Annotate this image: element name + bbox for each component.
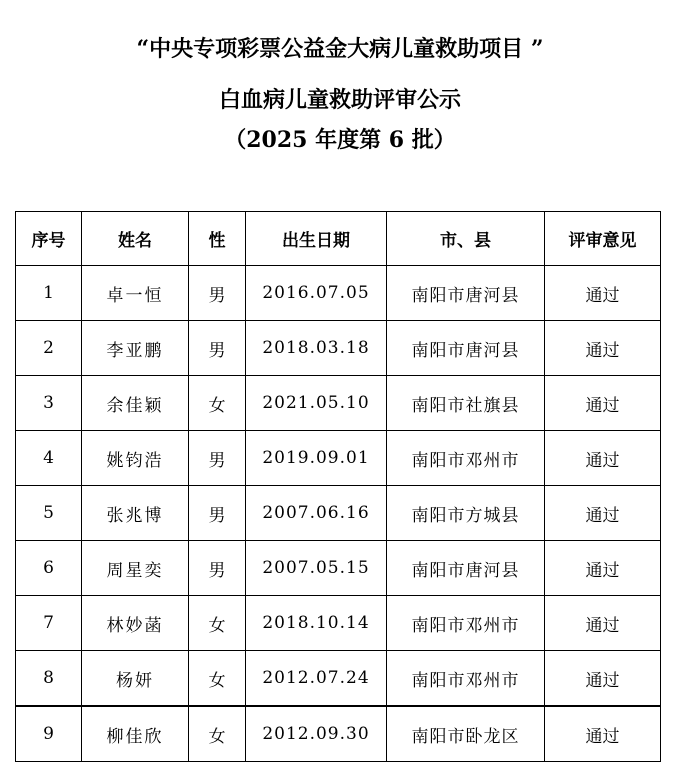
cell-name: 林妙菡 — [82, 596, 189, 651]
table-row — [16, 596, 661, 651]
table-header-row — [16, 212, 661, 266]
cell-birth-date: 2007.05.15 — [246, 541, 387, 596]
cell-no: 2 — [16, 321, 82, 376]
document-title-line-3: （2025 年度第 6 批） — [224, 127, 456, 153]
cell-gender: 女 — [189, 596, 246, 651]
cell-no: 3 — [16, 376, 82, 431]
cell-city-county: 南阳市唐河县 — [387, 266, 545, 321]
document-title-line-1: “中央专项彩票公益金大病儿童救助项目 ” — [136, 36, 544, 62]
cell-city-county: 南阳市唐河县 — [387, 321, 545, 376]
cell-city-county: 南阳市邓州市 — [387, 596, 545, 651]
cell-name: 张兆博 — [82, 486, 189, 541]
header-birth-date: 出生日期 — [246, 212, 387, 266]
cell-gender: 男 — [189, 266, 246, 321]
cell-gender: 男 — [189, 486, 246, 541]
cell-birth-date: 2007.06.16 — [246, 486, 387, 541]
cell-no: 5 — [16, 486, 82, 541]
cell-name: 柳佳欣 — [82, 706, 189, 762]
cell-review-result: 通过 — [545, 376, 661, 431]
cell-city-county: 南阳市社旗县 — [387, 376, 545, 431]
cell-review-result: 通过 — [545, 651, 661, 707]
cell-name: 周星奕 — [82, 541, 189, 596]
table-row — [16, 321, 661, 376]
table-row — [16, 706, 661, 762]
cell-gender: 男 — [189, 431, 246, 486]
cell-review-result: 通过 — [545, 706, 661, 762]
cell-no: 4 — [16, 431, 82, 486]
cell-no: 1 — [16, 266, 82, 321]
cell-name: 杨妍 — [82, 651, 189, 707]
cell-gender: 男 — [189, 321, 246, 376]
cell-name: 卓一恒 — [82, 266, 189, 321]
cell-no: 9 — [16, 706, 82, 762]
cell-birth-date: 2012.07.24 — [246, 651, 387, 707]
approval-list-table — [15, 211, 661, 762]
cell-name: 姚钧浩 — [82, 431, 189, 486]
cell-review-result: 通过 — [545, 486, 661, 541]
table-body — [16, 266, 661, 762]
cell-city-county: 南阳市邓州市 — [387, 431, 545, 486]
table-row — [16, 651, 661, 707]
cell-gender: 男 — [189, 541, 246, 596]
cell-city-county: 南阳市唐河县 — [387, 541, 545, 596]
cell-city-county: 南阳市卧龙区 — [387, 706, 545, 762]
header-city-county: 市、县 — [387, 212, 545, 266]
cell-gender: 女 — [189, 651, 246, 707]
cell-review-result: 通过 — [545, 266, 661, 321]
cell-gender: 女 — [189, 706, 246, 762]
cell-review-result: 通过 — [545, 596, 661, 651]
cell-birth-date: 2021.05.10 — [246, 376, 387, 431]
cell-no: 6 — [16, 541, 82, 596]
table-row — [16, 541, 661, 596]
header-no: 序号 — [16, 212, 82, 266]
table-row — [16, 431, 661, 486]
table-row — [16, 266, 661, 321]
cell-gender: 女 — [189, 376, 246, 431]
table-row — [16, 376, 661, 431]
cell-review-result: 通过 — [545, 431, 661, 486]
cell-city-county: 南阳市方城县 — [387, 486, 545, 541]
cell-review-result: 通过 — [545, 321, 661, 376]
cell-name: 余佳颖 — [82, 376, 189, 431]
cell-birth-date: 2016.07.05 — [246, 266, 387, 321]
cell-birth-date: 2012.09.30 — [246, 706, 387, 762]
header-review-result: 评审意见 — [545, 212, 661, 266]
cell-no: 8 — [16, 651, 82, 707]
cell-birth-date: 2018.10.14 — [246, 596, 387, 651]
document-title-line-2: 白血病儿童救助评审公示 — [218, 87, 461, 113]
cell-review-result: 通过 — [545, 541, 661, 596]
table-row — [16, 486, 661, 541]
header-name: 姓名 — [82, 212, 189, 266]
cell-no: 7 — [16, 596, 82, 651]
cell-city-county: 南阳市邓州市 — [387, 651, 545, 707]
cell-name: 李亚鹏 — [82, 321, 189, 376]
cell-birth-date: 2019.09.01 — [246, 431, 387, 486]
header-gender: 性 — [189, 212, 246, 266]
cell-birth-date: 2018.03.18 — [246, 321, 387, 376]
